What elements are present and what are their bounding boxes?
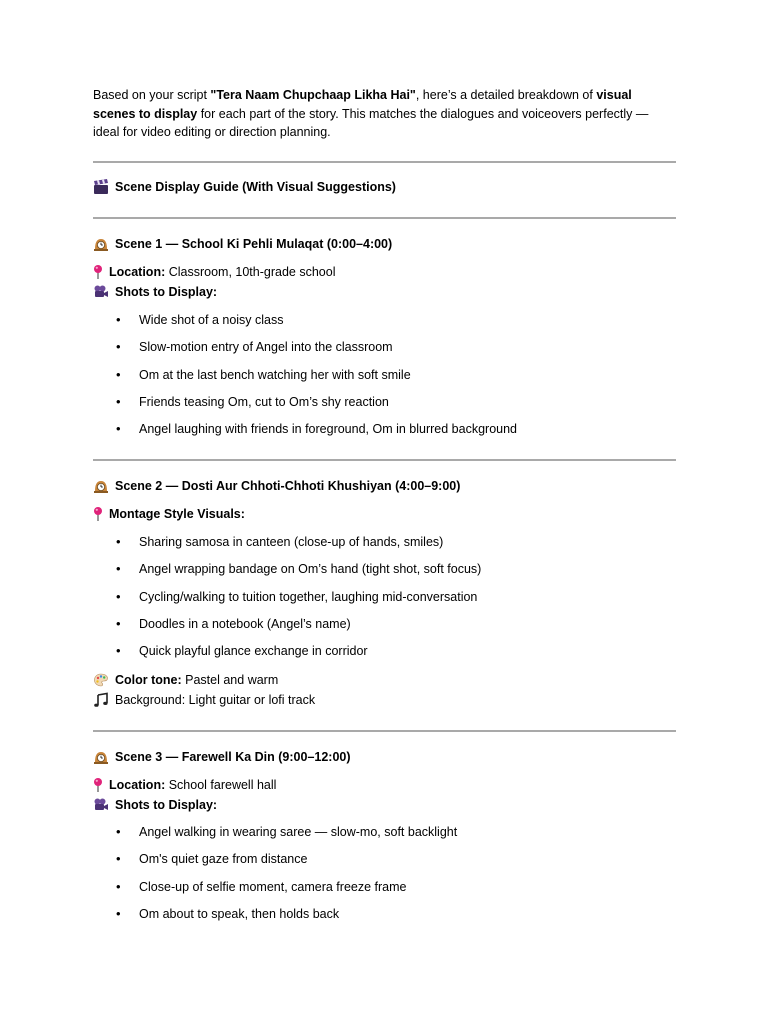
scene1-location: Location: Classroom, 10th-grade school xyxy=(93,263,335,281)
divider xyxy=(93,217,676,219)
script-title: "Tera Naam Chupchaap Likha Hai" xyxy=(210,88,416,102)
movie-camera-icon xyxy=(93,284,109,300)
list-item: • Cycling/walking to tuition together, laughing mid-conversation xyxy=(93,588,676,615)
intro-text-1: Based on your script xyxy=(93,88,211,102)
scene3-heading: Scene 3 — Farewell Ka Din (9:00–12:00) xyxy=(93,748,351,766)
scene3-location: Location: School farewell hall xyxy=(93,776,276,794)
intro-paragraph xyxy=(93,86,676,142)
mantelpiece-clock-icon xyxy=(93,749,109,765)
musical-note-icon xyxy=(93,692,109,708)
mantelpiece-clock-icon xyxy=(93,236,109,252)
list-item: • Om's quiet gaze from distance xyxy=(93,850,676,877)
list-item: • Slow-motion entry of Angel into the classroom xyxy=(93,338,676,365)
scene2-background: Background: Light guitar or lofi track xyxy=(93,691,315,709)
round-pushpin-icon xyxy=(93,777,103,793)
scene1-shots-label: Shots to Display: xyxy=(93,283,217,301)
list-item: • Close-up of selfie moment, camera freeze frame xyxy=(93,878,676,905)
list-item: • Sharing samosa in canteen (close-up of hands, smiles) xyxy=(93,533,676,560)
scene2-montage-list xyxy=(93,533,676,669)
list-item: • Om at the last bench watching her with soft smile xyxy=(93,366,676,393)
scene3-shot-list xyxy=(93,823,676,932)
intro-text-3: for each part of the story. This matches the dialogues and voiceovers perfectly — ideal for video editing or direction planning. xyxy=(93,106,649,139)
round-pushpin-icon xyxy=(93,264,103,280)
list-item: • Friends teasing Om, cut to Om’s shy reaction xyxy=(93,393,676,420)
guide-heading: Scene Display Guide (With Visual Suggestions) xyxy=(93,178,396,196)
intro-bold-phrase: visual scenes to display xyxy=(93,88,632,121)
scene2-color-tone: Color tone: Pastel and warm xyxy=(93,671,278,689)
divider xyxy=(93,161,676,163)
mantelpiece-clock-icon xyxy=(93,478,109,494)
artist-palette-icon xyxy=(93,672,109,688)
list-item: • Wide shot of a noisy class xyxy=(93,311,676,338)
list-item: • Quick playful glance exchange in corridor xyxy=(93,642,676,669)
list-item: • Angel walking in wearing saree — slow-mo, soft backlight xyxy=(93,823,676,850)
round-pushpin-icon xyxy=(93,506,103,522)
movie-camera-icon xyxy=(93,797,109,813)
list-item: • Om about to speak, then holds back xyxy=(93,905,676,932)
scene2-heading: Scene 2 — Dosti Aur Chhoti-Chhoti Khushiyan (4:00–9:00) xyxy=(93,477,460,495)
list-item: • Angel wrapping bandage on Om’s hand (tight shot, soft focus) xyxy=(93,560,676,587)
intro-text-2: , here’s a detailed breakdown of xyxy=(415,88,597,102)
divider xyxy=(93,459,676,461)
divider xyxy=(93,730,676,732)
scene2-montage-label: Montage Style Visuals: xyxy=(93,505,245,523)
scene1-heading: Scene 1 — School Ki Pehli Mulaqat (0:00–4:00) xyxy=(93,235,392,253)
clapperboard-icon xyxy=(93,179,109,195)
list-item: • Angel laughing with friends in foreground, Om in blurred background xyxy=(93,420,676,447)
scene1-shot-list xyxy=(93,311,676,447)
list-item: • Doodles in a notebook (Angel’s name) xyxy=(93,615,676,642)
scene3-shots-label: Shots to Display: xyxy=(93,796,217,814)
